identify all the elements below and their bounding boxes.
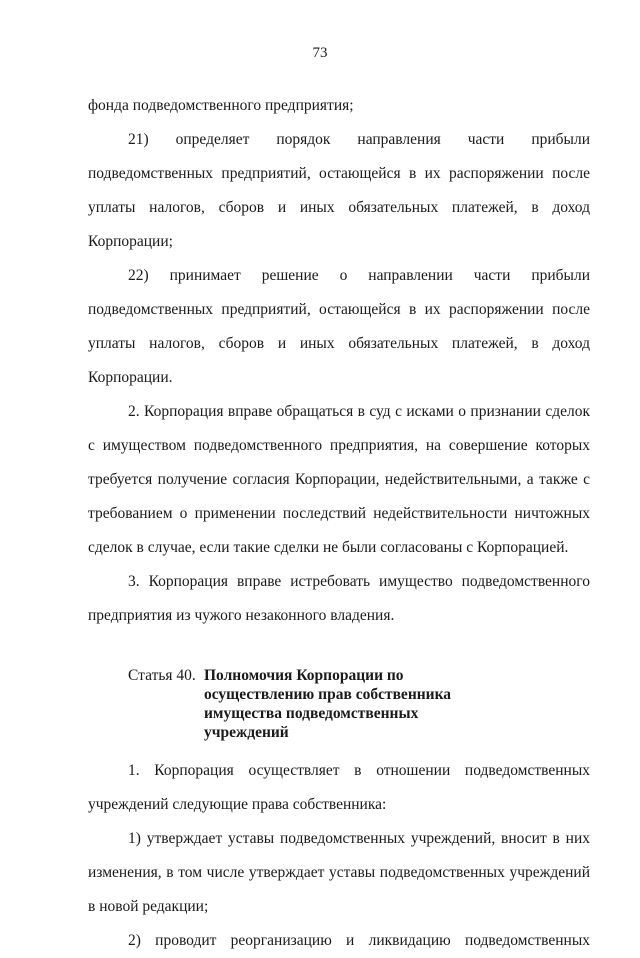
article-label: Статья 40. [128, 667, 196, 684]
page-number: 73 [312, 45, 328, 61]
paragraph: 1. Корпорация осуществляет в отношении подведомственных учреждений следующие права собственника: [88, 762, 590, 813]
paragraph: 22) принимает решение о направлении части прибыли подведомственных предприятий, остающейся в их распоряжении после уплаты налогов, сборов и иных обязательных платежей, в доход Корпорации. [88, 267, 590, 386]
paragraph: 3. Корпорация вправе истребовать имущество подведомственного предприятия из чужого незаконного владения. [88, 573, 590, 624]
article-title: Полномочия Корпорации по осуществлению прав собственника имущества подведомственных учреждений [204, 667, 452, 741]
article-heading [88, 666, 590, 742]
document-body [88, 89, 590, 958]
paragraph: 2. Корпорация вправе обращаться в суд с исками о признании сделок с имуществом подведомственного предприятия, на совершение которых требуется получение согласия Корпорации, недействительными, а также с требованием о применении последствий недействительности ничтожных сделок в случае, если такие сделки не были согласованы с Корпорацией. [88, 403, 590, 556]
paragraph: фонда подведомственного предприятия; [88, 97, 354, 114]
paragraph: 1) утверждает уставы подведомственных учреждений, вносит в них изменения, в том числе утверждает уставы подведомственных учреждений в новой редакции; [88, 830, 590, 915]
paragraph: 2) проводит реорганизацию и ликвидацию подведомственных [128, 932, 590, 949]
paragraph: 21) определяет порядок направления части прибыли подведомственных предприятий, остающейся в их распоряжении после уплаты налогов, сборов и иных обязательных платежей, в доход Корпорации; [88, 131, 590, 250]
